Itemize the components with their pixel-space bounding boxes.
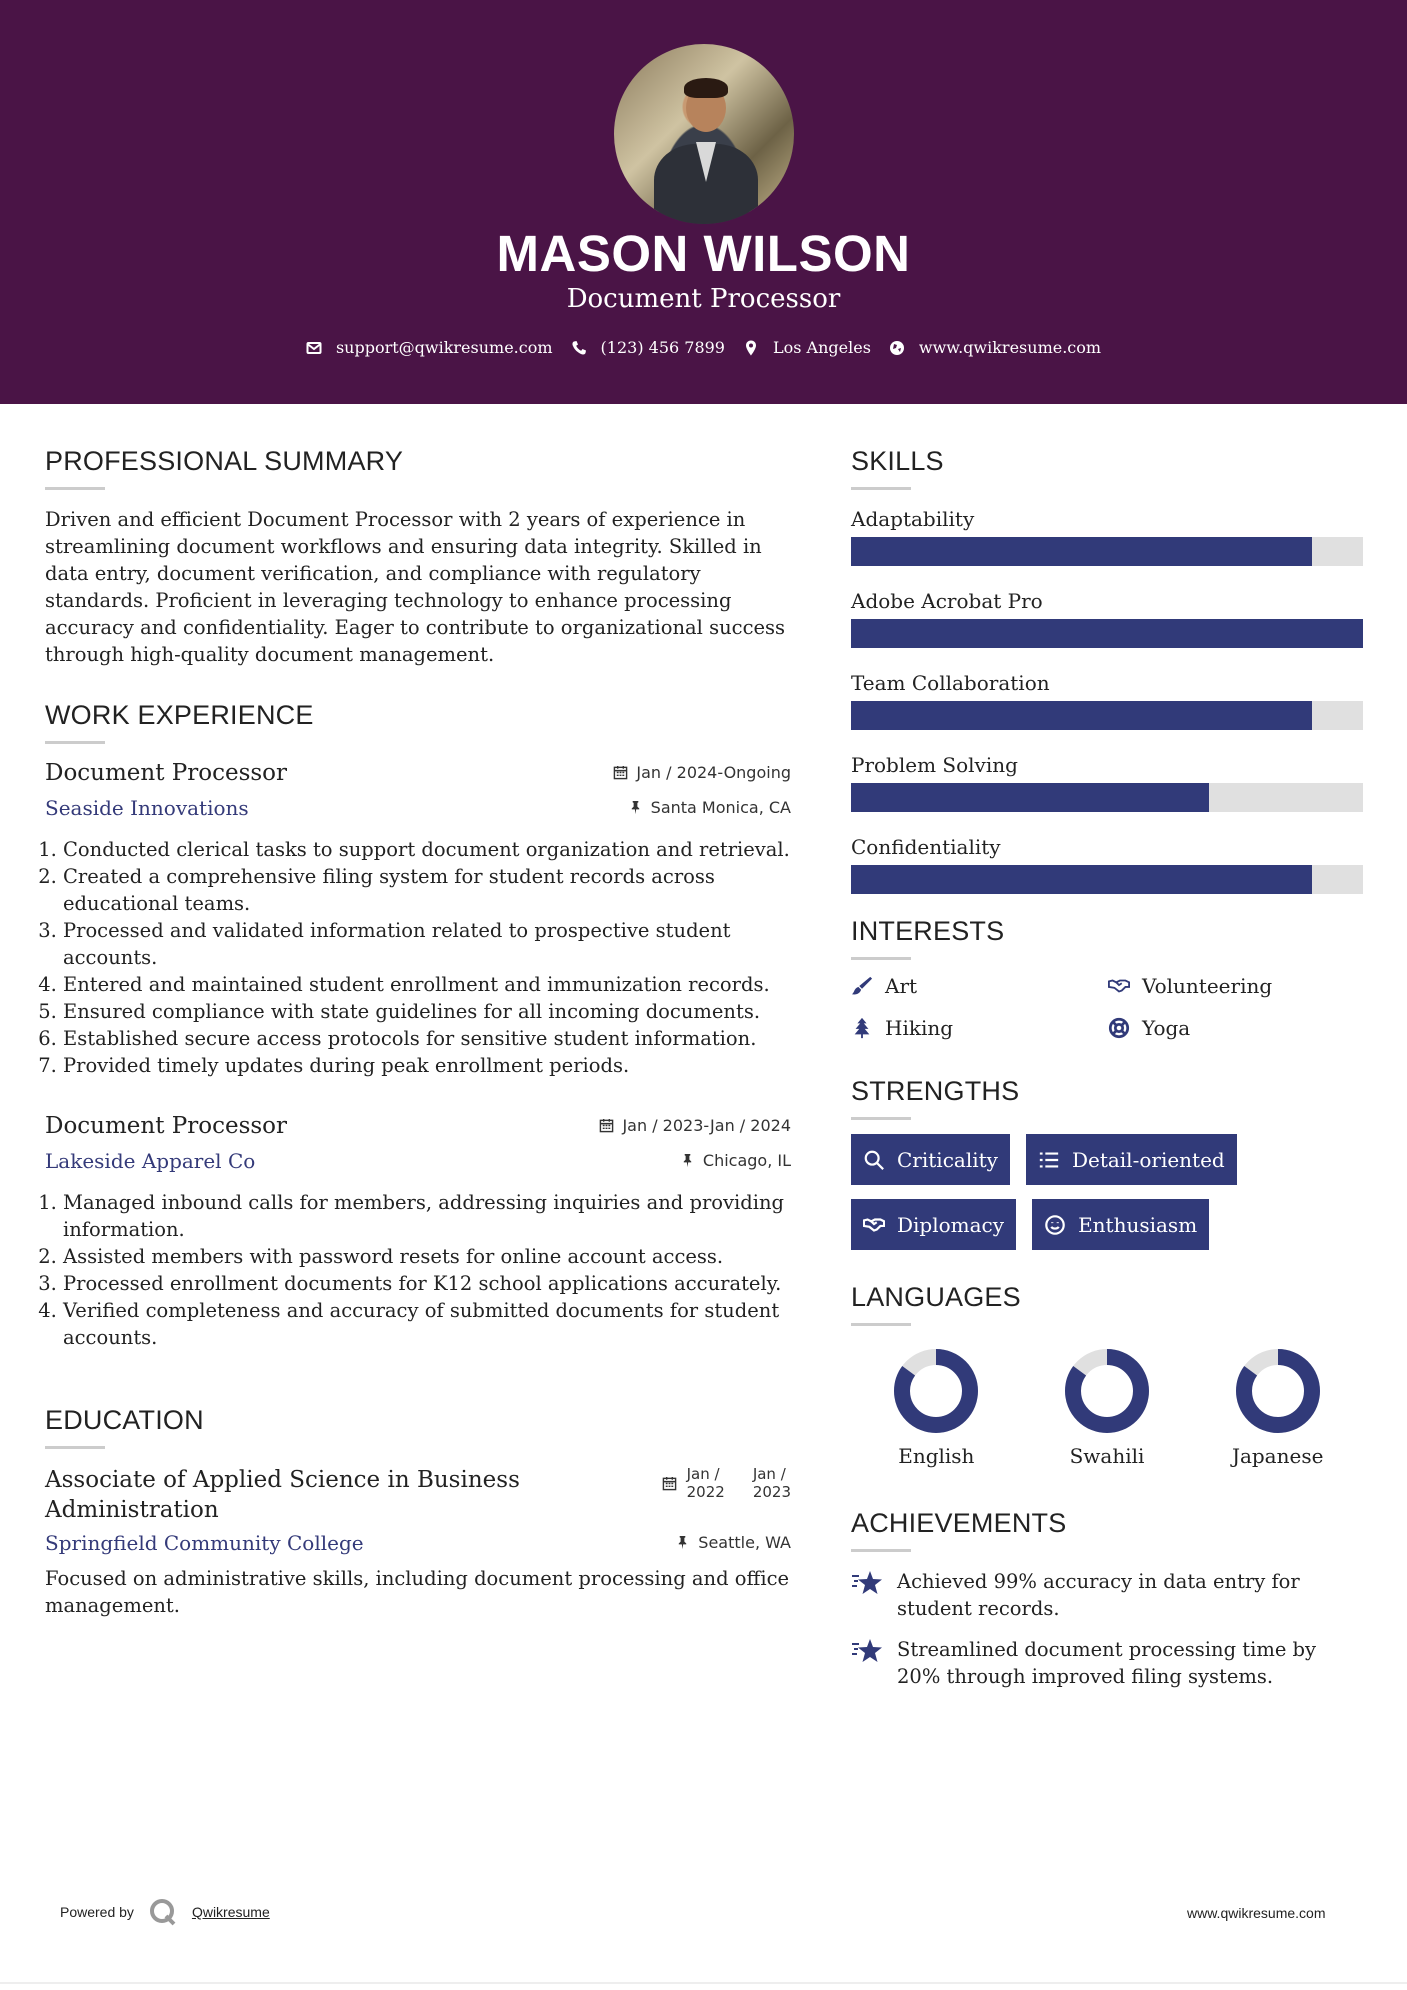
list-item: 6. Established secure access protocols for sensitive student information. [63,1025,791,1052]
achievement-item: Achieved 99% accuracy in data entry for student records. [851,1568,1363,1622]
summary-section [45,446,791,668]
section-divider [851,957,911,960]
list-item: 4. Entered and maintained student enrollment and immunization records. [63,971,791,998]
phone-icon [571,340,587,356]
powered-by-label: Powered by [60,1904,134,1920]
language-item [1192,1348,1363,1468]
left-column [45,446,791,1619]
contact-email-text: support@qwikresume.com [335,338,553,357]
education-description: Focused on administrative skills, including document processing and office management. [45,1567,790,1617]
skill-bar-fill [851,783,1209,812]
search-icon [863,1149,885,1171]
skill-bar [851,701,1363,730]
achievements-section [851,1508,1363,1690]
section-divider [45,487,105,490]
header-banner [0,0,1407,404]
contact-email[interactable] [306,338,553,357]
language-donut [1235,1348,1321,1434]
experience-section [45,700,791,1351]
section-divider [851,1549,911,1552]
job-bullets [45,1189,791,1351]
section-divider [45,1446,105,1449]
list-icon [1038,1149,1060,1171]
contact-location-text: Los Angeles [772,338,871,357]
skill-bar-fill [851,537,1312,566]
achievement-item: Streamlined document processing time by 20% through improved filing systems. [851,1636,1363,1690]
contact-website-text: www.qwikresume.com [918,338,1102,357]
list-item: 3. Processed and validated information related to prospective student accounts. [63,917,791,971]
interest-volunteering: Volunteering [1108,974,1363,998]
interests-section [851,916,1363,1040]
skill-bar [851,865,1363,894]
section-title: SKILLS [851,446,944,476]
interest-yoga: Yoga [1108,1016,1363,1040]
language-label: Swahili [1069,1444,1145,1468]
skill-label: Team Collaboration [851,671,1050,695]
paintbrush-icon [851,975,873,997]
skill-bar-fill [851,619,1363,648]
handshake-icon [1108,975,1130,997]
skill-label: Adobe Acrobat Pro [851,589,1043,613]
pushpin-icon [628,800,643,815]
languages-section [851,1282,1363,1468]
skill-label: Adaptability [851,507,975,531]
section-title: ACHIEVEMENTS [851,1508,1067,1538]
job-location: Santa Monica, CA [628,798,791,817]
contact-website[interactable] [889,338,1101,357]
language-item [851,1348,1022,1468]
section-title: WORK EXPERIENCE [45,700,314,730]
strength-badge: Diplomacy [851,1199,1016,1250]
candidate-title: Document Processor [566,284,841,314]
language-donut [893,1348,979,1434]
profile-photo [614,44,794,224]
language-item [1022,1348,1193,1468]
job-dates: Jan / 2024-Ongoing [613,763,791,782]
contact-bar [0,338,1407,357]
qwikresume-link[interactable]: Qwikresume [191,1904,270,1920]
qwikresume-logo-icon [148,1897,178,1927]
skill-item [851,588,1363,648]
job-entry [45,760,791,1079]
skill-bar [851,619,1363,648]
list-item: 4. Verified completeness and accuracy of submitted documents for student accounts. [63,1297,791,1351]
education-section [45,1405,791,1619]
list-item: 1. Conducted clerical tasks to support document organization and retrieval. [63,836,791,863]
tree-icon [851,1017,873,1039]
pushpin-icon [675,1535,690,1550]
skill-item [851,670,1363,730]
skill-label: Confidentiality [851,835,1001,859]
skill-item [851,752,1363,812]
job-role: Document Processor [45,1113,288,1139]
skill-bar-fill [851,701,1312,730]
job-dates: Jan / 2023-Jan / 2024 [599,1116,791,1135]
pushpin-icon [680,1153,695,1168]
list-item: 5. Ensured compliance with state guidelines for all incoming documents. [63,998,791,1025]
skill-bar [851,537,1363,566]
skill-item [851,834,1363,894]
section-title: LANGUAGES [851,1282,1021,1312]
education-dates: Jan / 2022 Jan / 2023 [662,1465,791,1501]
calendar-icon [613,765,628,780]
company-name: Seaside Innovations [45,796,249,820]
page-bottom-edge [0,1982,1407,1984]
job-location: Chicago, IL [680,1151,791,1170]
list-item: 7. Provided timely updates during peak enrollment periods. [63,1052,791,1079]
section-title: EDUCATION [45,1405,204,1435]
skills-section [851,446,1363,894]
strength-badge: Detail-oriented [1026,1134,1237,1185]
handshake-icon [863,1214,885,1236]
language-label: Japanese [1231,1444,1324,1468]
section-title: PROFESSIONAL SUMMARY [45,446,404,476]
section-divider [851,1323,911,1326]
right-column [851,446,1363,1704]
language-donut [1064,1348,1150,1434]
smile-icon [1044,1214,1066,1236]
list-item: 3. Processed enrollment documents for K12 school applications accurately. [63,1270,791,1297]
list-item: 2. Created a comprehensive filing system for student records across educational teams. [63,863,791,917]
summary-text: Driven and efficient Document Processor with 2 years of experience in streamlining document workflows and ensuring data integrity. Skilled in data entry, document verification, and compliance with regulatory standards. Proficient in leveraging technology to enhance processing accuracy and confidentiality. Eager to contribute to organizational success through high-quality document management. [45,508,786,666]
globe-icon [889,340,905,356]
contact-phone[interactable] [571,338,725,357]
candidate-name: MASON WILSON [496,225,911,282]
job-entry [45,1113,791,1351]
interest-art: Art [851,974,1108,998]
map-pin-icon [743,340,759,356]
lifebuoy-icon [1108,1017,1130,1039]
envelope-icon [306,340,322,356]
skill-label: Problem Solving [851,753,1018,777]
job-role: Document Processor [45,760,288,786]
footer-powered-by [60,1897,270,1927]
footer-website[interactable]: www.qwikresume.com [1187,1905,1326,1921]
strength-badge: Criticality [851,1134,1010,1185]
contact-location [743,338,871,357]
section-divider [851,487,911,490]
star-icon [851,1638,883,1664]
job-bullets [45,836,791,1079]
section-title: STRENGTHS [851,1076,1020,1106]
strengths-section [851,1076,1363,1250]
calendar-icon [662,1476,677,1491]
skill-bar-fill [851,865,1312,894]
section-divider [45,741,105,744]
company-name: Lakeside Apparel Co [45,1149,256,1173]
list-item: 1. Managed inbound calls for members, addressing inquiries and providing information. [63,1189,791,1243]
list-item: 2. Assisted members with password resets for online account access. [63,1243,791,1270]
school-name: Springfield Community College [45,1531,364,1555]
strength-badge: Enthusiasm [1032,1199,1209,1250]
education-location: Seattle, WA [675,1533,791,1552]
degree-title: Associate of Applied Science in Business Administration [45,1467,520,1523]
language-label: English [898,1444,975,1468]
calendar-icon [599,1118,614,1133]
star-icon [851,1570,883,1596]
interest-hiking: Hiking [851,1016,1108,1040]
skill-item [851,506,1363,566]
section-divider [851,1117,911,1120]
contact-phone-text: (123) 456 7899 [600,338,725,357]
section-title: INTERESTS [851,916,1005,946]
skill-bar [851,783,1363,812]
